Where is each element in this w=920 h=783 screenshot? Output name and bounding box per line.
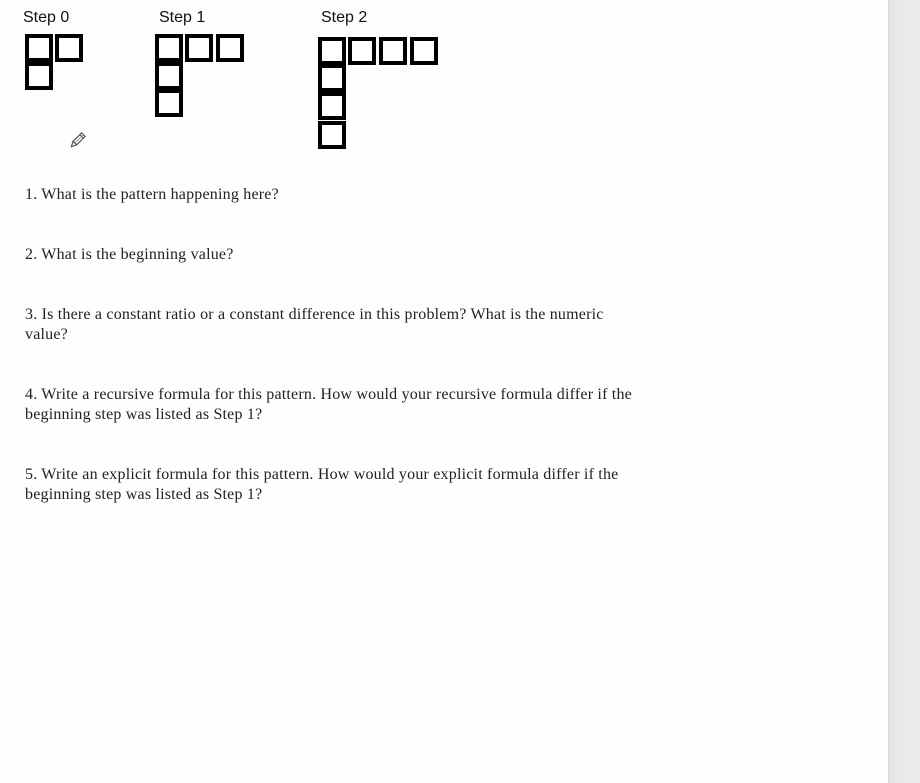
question-2: 2. What is the beginning value? — [25, 246, 234, 263]
square — [155, 62, 183, 90]
question-4: 4. Write a recursive formula for this pattern. How would your recursive formula differ if the beginning step was listed as Step 1? — [25, 386, 632, 423]
window-edge — [888, 0, 920, 783]
step-0-label: Step 0 — [23, 9, 70, 26]
square — [155, 34, 183, 62]
square — [155, 89, 183, 117]
pencil-icon — [66, 130, 88, 152]
square — [25, 34, 53, 62]
square — [318, 92, 346, 120]
square — [318, 121, 346, 149]
square — [55, 34, 83, 62]
question-5: 5. Write an explicit formula for this pattern. How would your explicit formula differ if the beginning step was listed as Step 1? — [25, 466, 619, 503]
square — [379, 37, 407, 65]
square — [348, 37, 376, 65]
square — [185, 34, 213, 62]
question-1: 1. What is the pattern happening here? — [25, 186, 279, 203]
square — [410, 37, 438, 65]
step-2-label: Step 2 — [321, 9, 368, 26]
square — [318, 37, 346, 65]
square — [318, 64, 346, 92]
square — [216, 34, 244, 62]
step-1-label: Step 1 — [159, 9, 206, 26]
question-3: 3. Is there a constant ratio or a constant difference in this problem? What is the numeric value? — [25, 306, 604, 343]
square — [25, 62, 53, 90]
